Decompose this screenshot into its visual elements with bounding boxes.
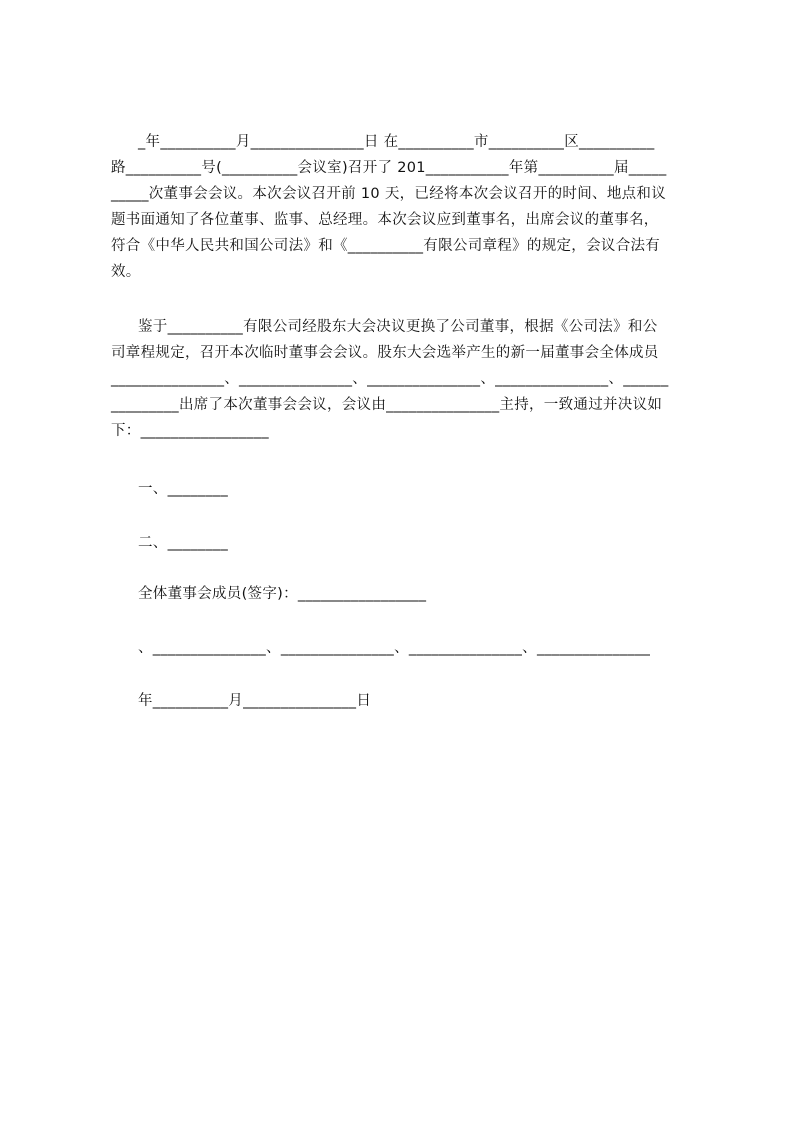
paragraph1-line: _____次董事会会议。本次会议召开前 10 天，已经将本次会议召开的时间、地点和议 [111, 186, 667, 202]
paragraph2-line: 下：_________________ [111, 423, 269, 439]
paragraph1-line: 题书面通知了各位董事、监事、总经理。本次会议应到董事名，出席会议的董事名， [111, 212, 659, 228]
signature-label: 全体董事会成员(签字)：_________________ [138, 586, 427, 602]
date-line: 年__________月_______________日 [138, 693, 372, 709]
paragraph1-line: 路__________号(__________会议室)召开了 201___________年第__________届_____ [111, 160, 667, 176]
signature-members-line: 、_______________、_______________、_______________、_______________ [138, 640, 651, 656]
resolution-item-1: 一、________ [138, 481, 228, 497]
paragraph2-line: _________出席了本次董事会会议，会议由_______________主持，一致通过并决议如 [111, 397, 663, 413]
paragraph2-line: 鉴于__________有限公司经股东大会决议更换了公司董事，根据《公司法》和公 [138, 319, 658, 335]
paragraph2-line: _______________、_______________、_______________、_______________、______ [111, 371, 669, 387]
resolution-item-2: 二、________ [138, 535, 228, 551]
paragraph2-line: 司章程规定，召开本次临时董事会会议。股东大会选举产生的新一届董事会全体成员 [111, 345, 659, 361]
paragraph1-line: _年__________月_______________日 在__________市__________区__________ [138, 134, 655, 150]
paragraph1-line: 符合《中华人民共和国公司法》和《__________有限公司章程》的规定，会议合法有 [111, 238, 661, 254]
paragraph1-line: 效。 [111, 264, 141, 280]
